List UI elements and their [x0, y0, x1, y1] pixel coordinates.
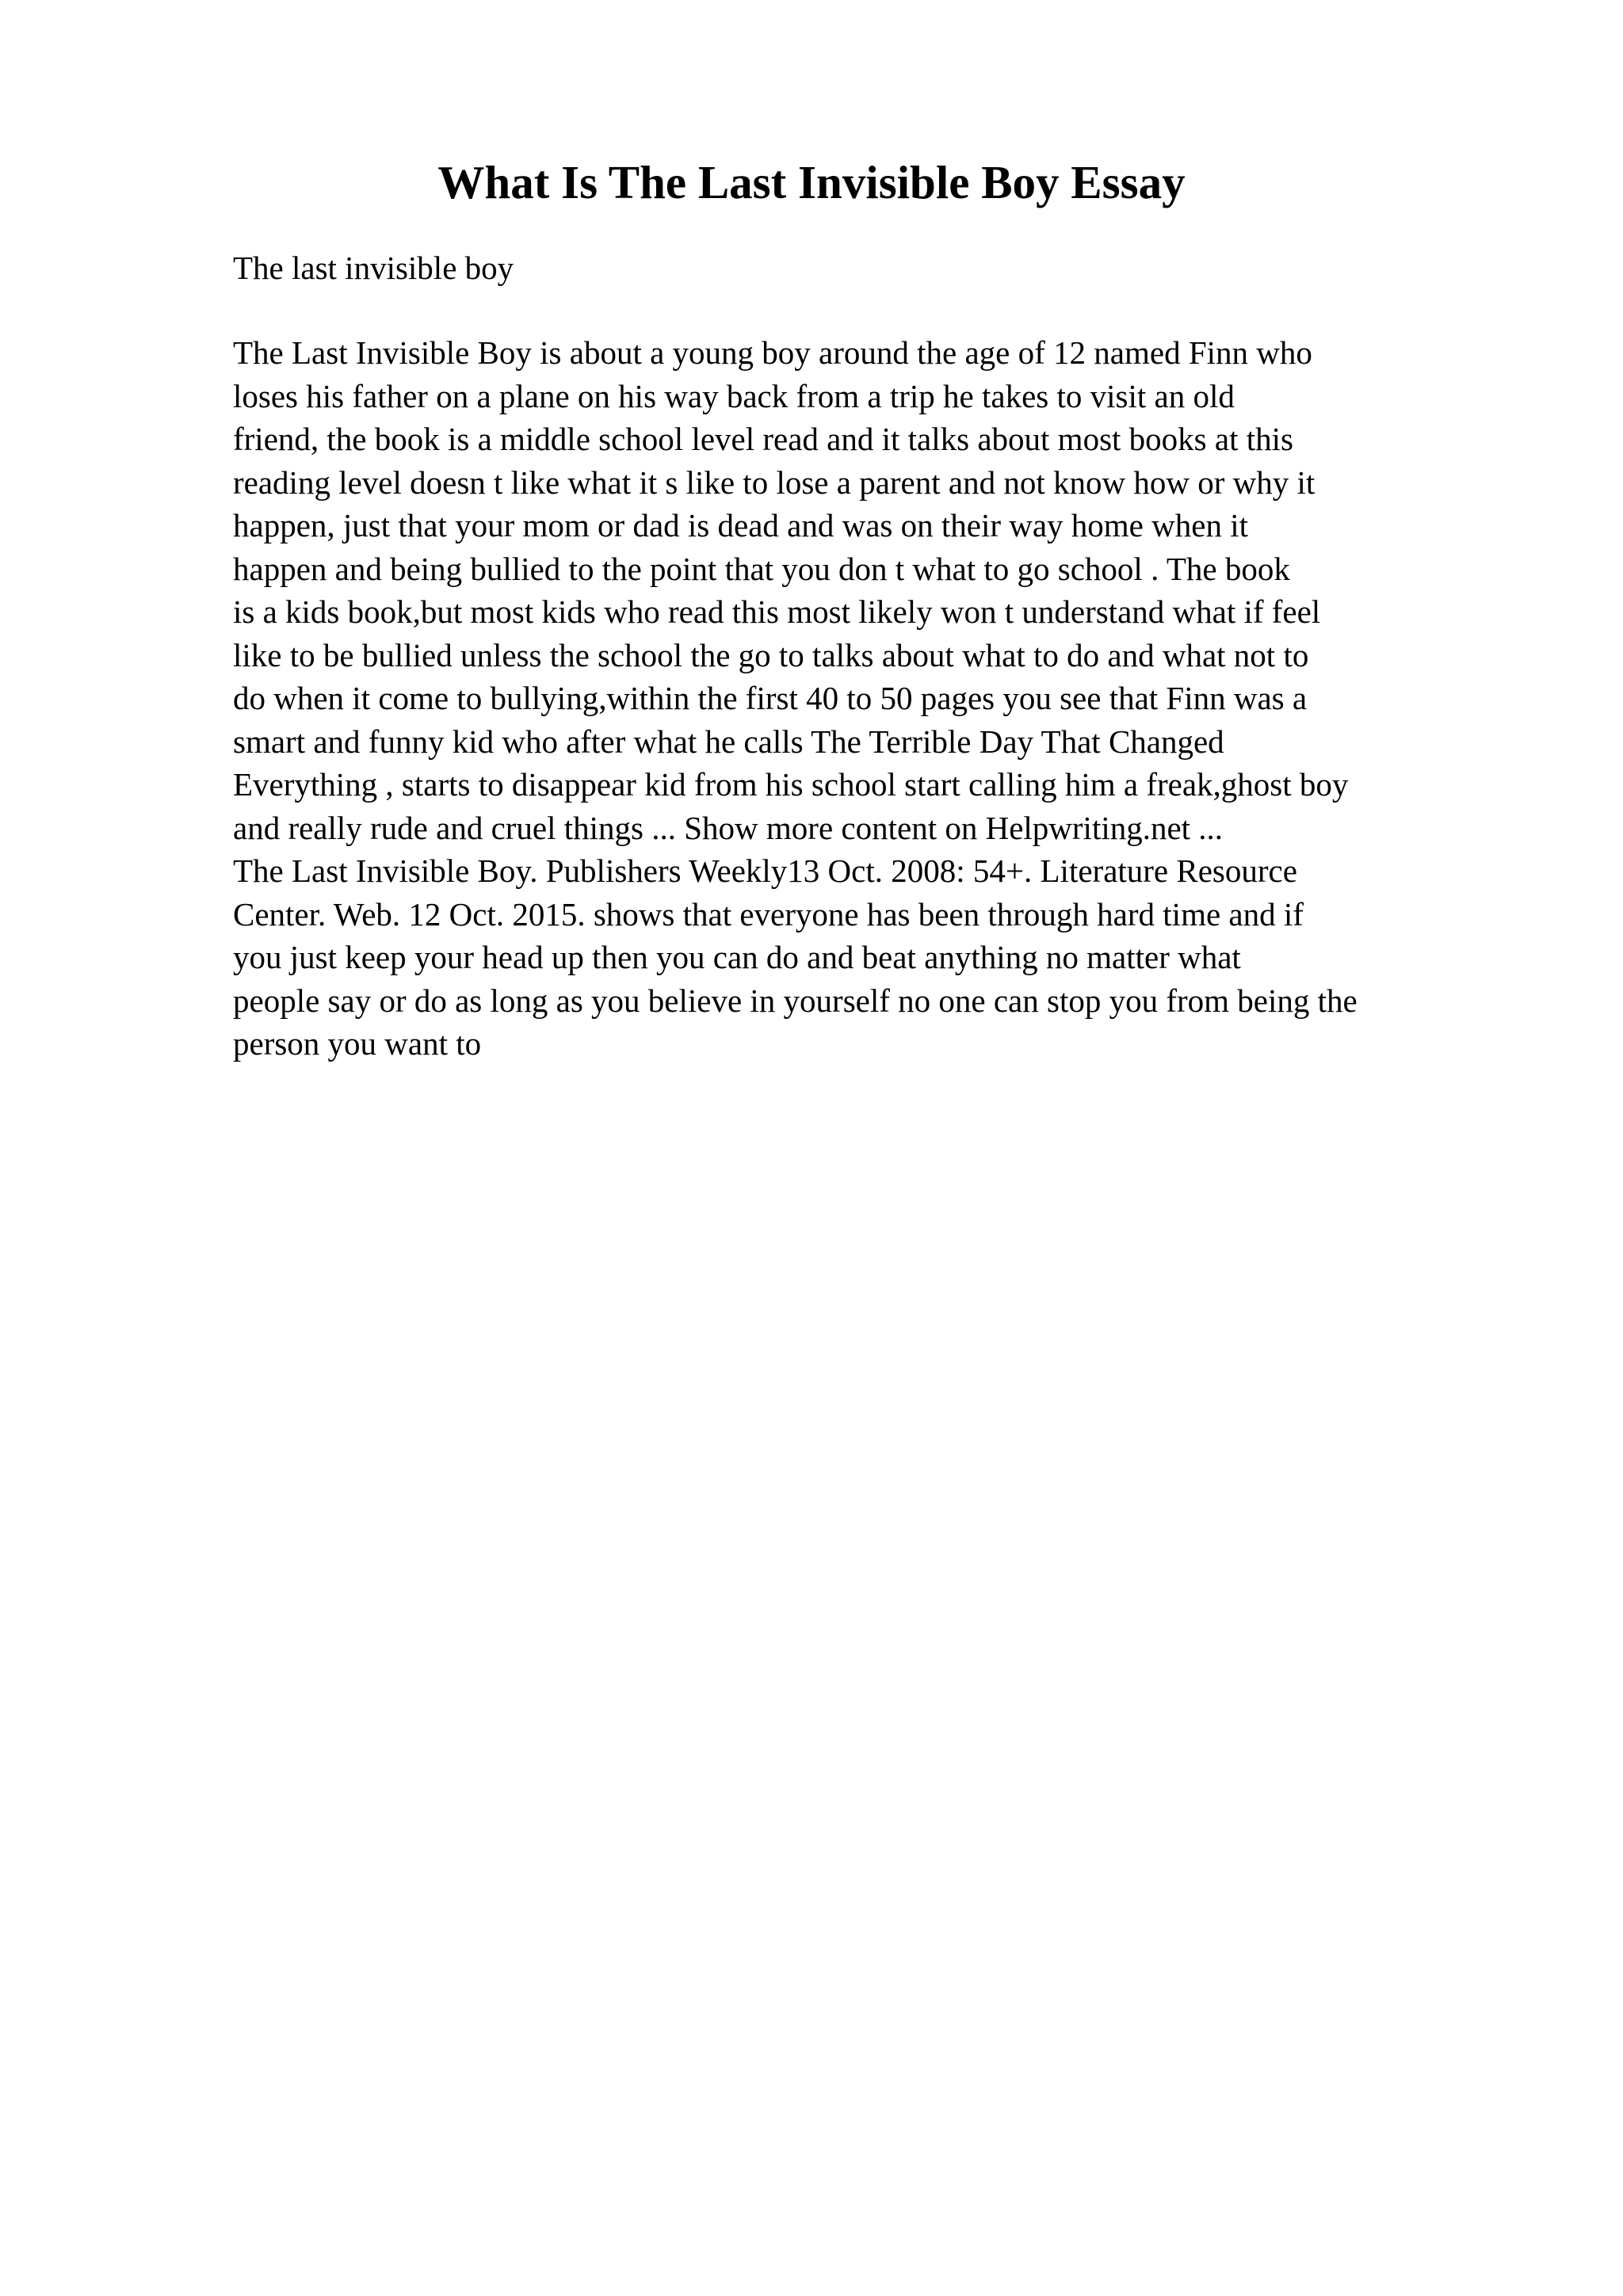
essay-line: Center. Web. 12 Oct. 2015. shows that everyone has been through hard time and if	[233, 895, 1304, 933]
essay-line: is a kids book,but most kids who read this most likely won t understand what if feel	[233, 593, 1321, 630]
essay-line: Everything , starts to disappear kid from his school start calling him a freak,ghost boy	[233, 766, 1349, 803]
essay-line: person you want to	[233, 1025, 482, 1062]
essay-line: The Last Invisible Boy. Publishers Weekly13 Oct. 2008: 54+. Literature Resource	[233, 852, 1297, 889]
essay-line: you just keep your head up then you can do and beat anything no matter what	[233, 939, 1241, 975]
document-title: What Is The Last Invisible Boy Essay	[437, 156, 1186, 208]
essay-line: and really rude and cruel things ... Show more content on Helpwriting.net ...	[233, 809, 1224, 846]
essay-line: like to be bullied unless the school the go to talks about what to do and what not to	[233, 636, 1309, 673]
essay-line: smart and funny kid who after what he calls The Terrible Day That Changed	[233, 723, 1224, 760]
essay-line: The Last Invisible Boy is about a young boy around the age of 12 named Finn who	[233, 334, 1312, 371]
essay-line: happen and being bullied to the point that you don t what to go school . The book	[233, 550, 1290, 587]
document-subtitle: The last invisible boy	[233, 250, 514, 286]
essay-line: happen, just that your mom or dad is dead and was on their way home when it	[233, 507, 1248, 543]
essay-line: reading level doesn t like what it s like to lose a parent and not know how or why it	[233, 463, 1316, 501]
essay-line: loses his father on a plane on his way back from a trip he takes to visit an old	[233, 377, 1235, 414]
essay-line: people say or do as long as you believe in yourself no one can stop you from being the	[233, 982, 1358, 1019]
essay-line: do when it come to bullying,within the first 40 to 50 pages you see that Finn was a	[233, 680, 1308, 716]
essay-line: friend, the book is a middle school level read and it talks about most books at this	[233, 421, 1293, 457]
essay-body	[233, 331, 1533, 1066]
